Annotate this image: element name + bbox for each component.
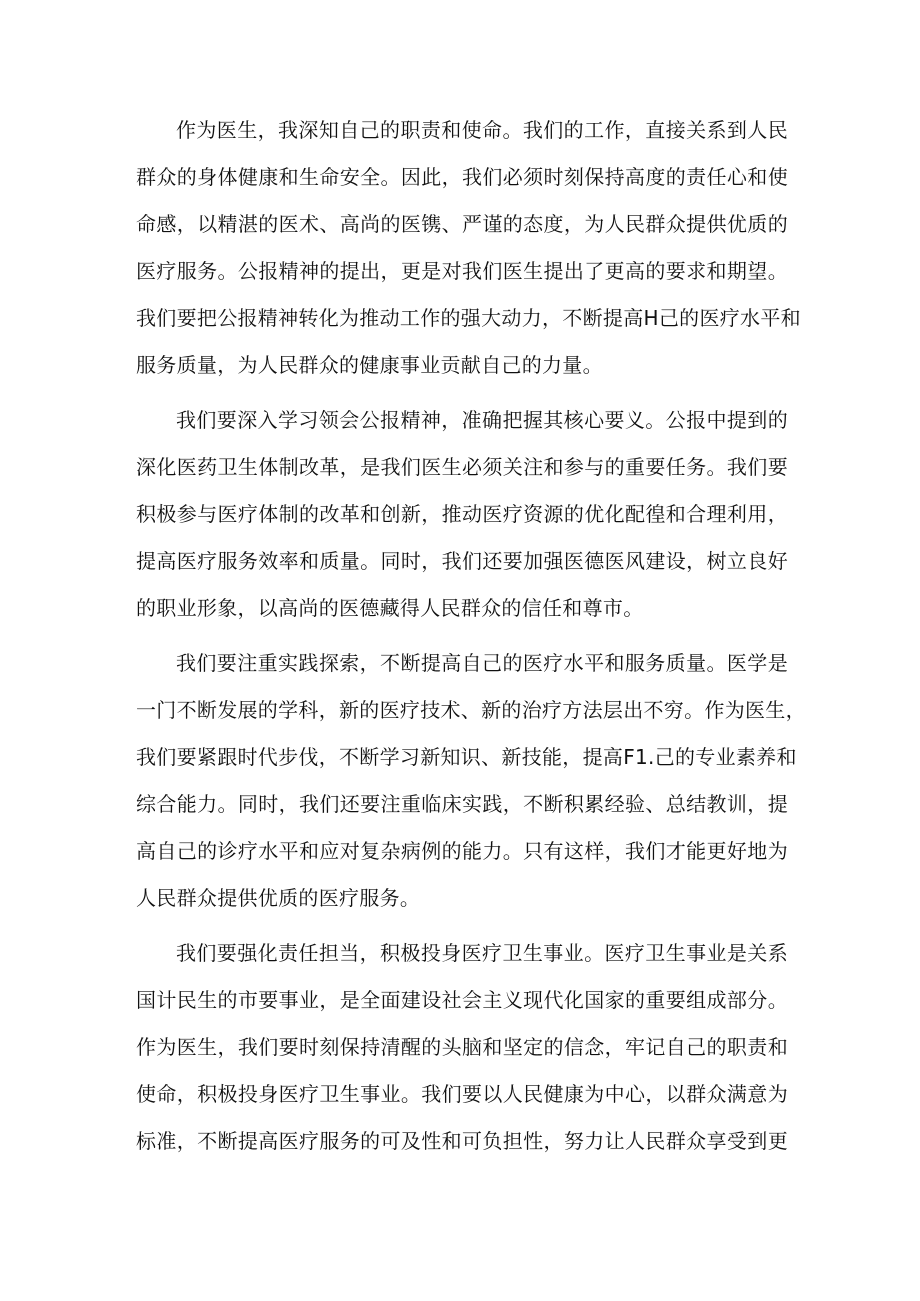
paragraph-line: 一门不断发展的学科，新的医疗技术、新的治疗方法层出不穷。作为医生， — [136, 698, 806, 722]
paragraph-line: 高自己的诊疗水平和应对复杂病例的能力。只有这样，我们才能更好地为 — [136, 839, 788, 863]
paragraph-line: 使命，积极投身医疗卫生事业。我们要以人民健康为中心，以群众满意为 — [136, 1082, 788, 1106]
paragraph-line: 积极参与医疗体制的改革和创新，推动医疗资源的优化配徨和合理利用， — [136, 502, 788, 526]
paragraph-line: 综合能力。同时，我们还要注重临床实践，不断积累经验、总结教训，提 — [136, 792, 788, 816]
paragraph-line: 我们要注重实践探索，不断提高自己的医疗水平和服务质量。医学是 — [176, 651, 788, 675]
paragraph-1 — [136, 107, 801, 389]
paragraph-line: 提高医疗服务效率和质量。同时，我们还要加强医德医风建设，树立良好 — [136, 549, 788, 573]
paragraph-line: 我们要把公报精神转化为推动工作的强大动力，不断提高H己的医疗水平和 — [136, 306, 801, 330]
paragraph-line: 国计民生的市要事业，是全面建设社会主义现代化国家的重要组成部分。 — [136, 988, 788, 1012]
paragraph-line: 我们要紧跟时代步伐，不断学习新知识、新技能，提高F1.己的专业素养和 — [136, 745, 797, 769]
paragraph-line: 作为医生，我们要时刻保持清醒的头脑和坚定的信念，牢记自己的职责和 — [136, 1035, 788, 1059]
paragraph-line: 我们要强化责任担当，积极投身医疗卫生事业。医疗卫生事业是关系 — [176, 941, 788, 965]
paragraph-2 — [136, 397, 788, 632]
paragraph-line: 群众的身体健康和生命安全。因此，我们必须时刻保持高度的责任心和使 — [136, 165, 788, 189]
paragraph-line: 人民群众提供优质的医疗服务。 — [136, 886, 421, 910]
paragraph-line: 的职业形象，以高尚的医德藏得人民群众的信任和尊市。 — [136, 596, 644, 620]
paragraph-line: 命感，以精湛的医术、高尚的医镌、严谨的态度，为人民群众提供优质的 — [136, 212, 788, 236]
paragraph-line: 服务质量，为人民群众的健康事业贡献自己的力量。 — [136, 353, 603, 377]
paragraph-4 — [136, 930, 788, 1165]
paragraph-line: 深化医药卫生体制改革，是我们医生必须关注和参与的重要任务。我们要 — [136, 455, 788, 479]
paragraph-line: 医疗服务。公报精神的提出，更是对我们医生提出了更高的要求和期望。 — [136, 259, 788, 283]
paragraph-3 — [136, 640, 806, 922]
document-body — [136, 107, 806, 1173]
paragraph-line: 标准，不断提高医疗服务的可及性和可负担性，努力让人民群众享受到更 — [136, 1129, 788, 1153]
paragraph-line: 我们要深入学习领会公报精神，准确把握其核心要义。公报中提到的 — [176, 408, 788, 432]
paragraph-line: 作为医生，我深知自己的职责和使命。我们的工作，直接关系到人民 — [176, 118, 788, 142]
